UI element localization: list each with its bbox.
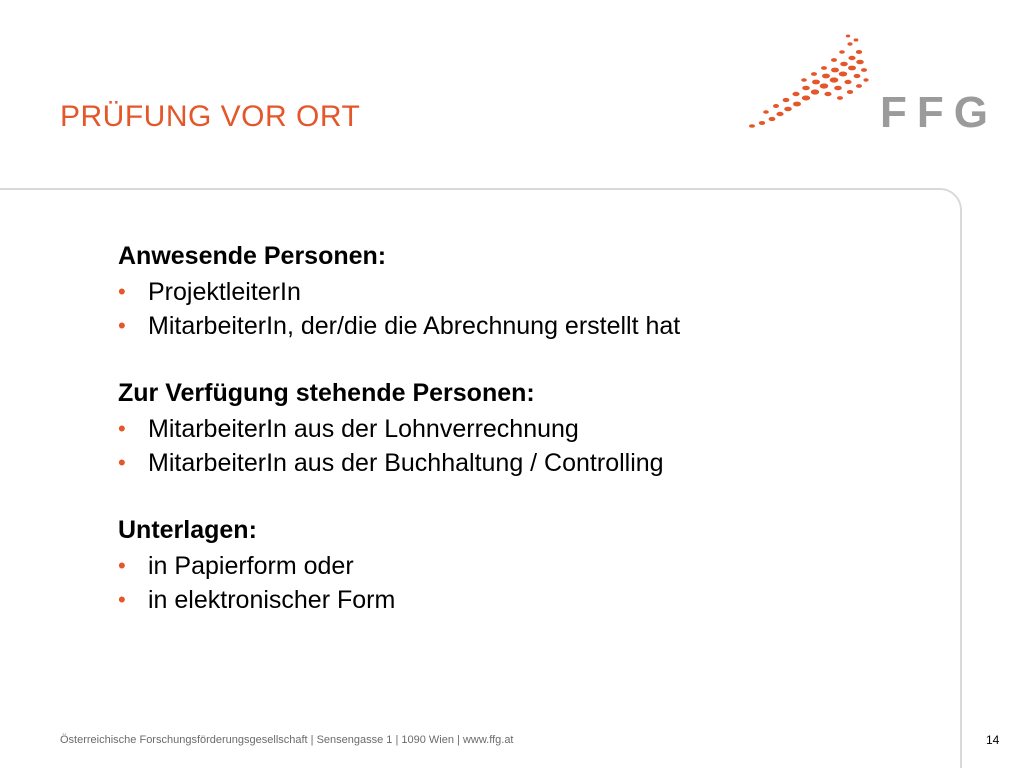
bullet-list: [118, 549, 938, 617]
bullet-icon: •: [118, 553, 126, 578]
bullet-list: [118, 275, 938, 343]
section-zur-verfuegung: [118, 377, 938, 480]
list-item-text: in Papierform oder: [148, 552, 354, 580]
list-item-text: in elektronischer Form: [148, 586, 396, 614]
slide-title: PRÜFUNG VOR ORT: [60, 100, 361, 133]
section-anwesende-personen: [118, 240, 938, 343]
slide-content: [118, 240, 938, 651]
bullet-icon: •: [118, 279, 126, 304]
list-item-text: MitarbeiterIn aus der Buchhaltung / Controlling: [148, 449, 664, 477]
list-item: [118, 583, 938, 617]
list-item: [118, 412, 938, 446]
list-item-text: ProjektleiterIn: [148, 278, 301, 306]
list-item: [118, 309, 938, 343]
section-heading: Unterlagen:: [118, 516, 257, 544]
bullet-icon: •: [118, 587, 126, 612]
bullet-icon: •: [118, 416, 126, 441]
list-item: [118, 549, 938, 583]
section-heading: Zur Verfügung stehende Personen:: [118, 379, 535, 407]
bullet-icon: •: [118, 313, 126, 338]
list-item: [118, 446, 938, 480]
section-heading: Anwesende Personen:: [118, 242, 387, 270]
footer-text: Österreichische Forschungsförderungsgesellschaft | Sensengasse 1 | 1090 Wien | www.ffg.at: [60, 734, 514, 746]
list-item: [118, 275, 938, 309]
list-item-text: MitarbeiterIn, der/die die Abrechnung erstellt hat: [148, 312, 681, 340]
page-number: 14: [986, 733, 1000, 747]
bullet-icon: •: [118, 450, 126, 475]
section-unterlagen: [118, 514, 938, 617]
bullet-list: [118, 412, 938, 480]
list-item-text: MitarbeiterIn aus der Lohnverrechnung: [148, 415, 579, 443]
ffg-logo-text: FFG: [880, 88, 998, 137]
